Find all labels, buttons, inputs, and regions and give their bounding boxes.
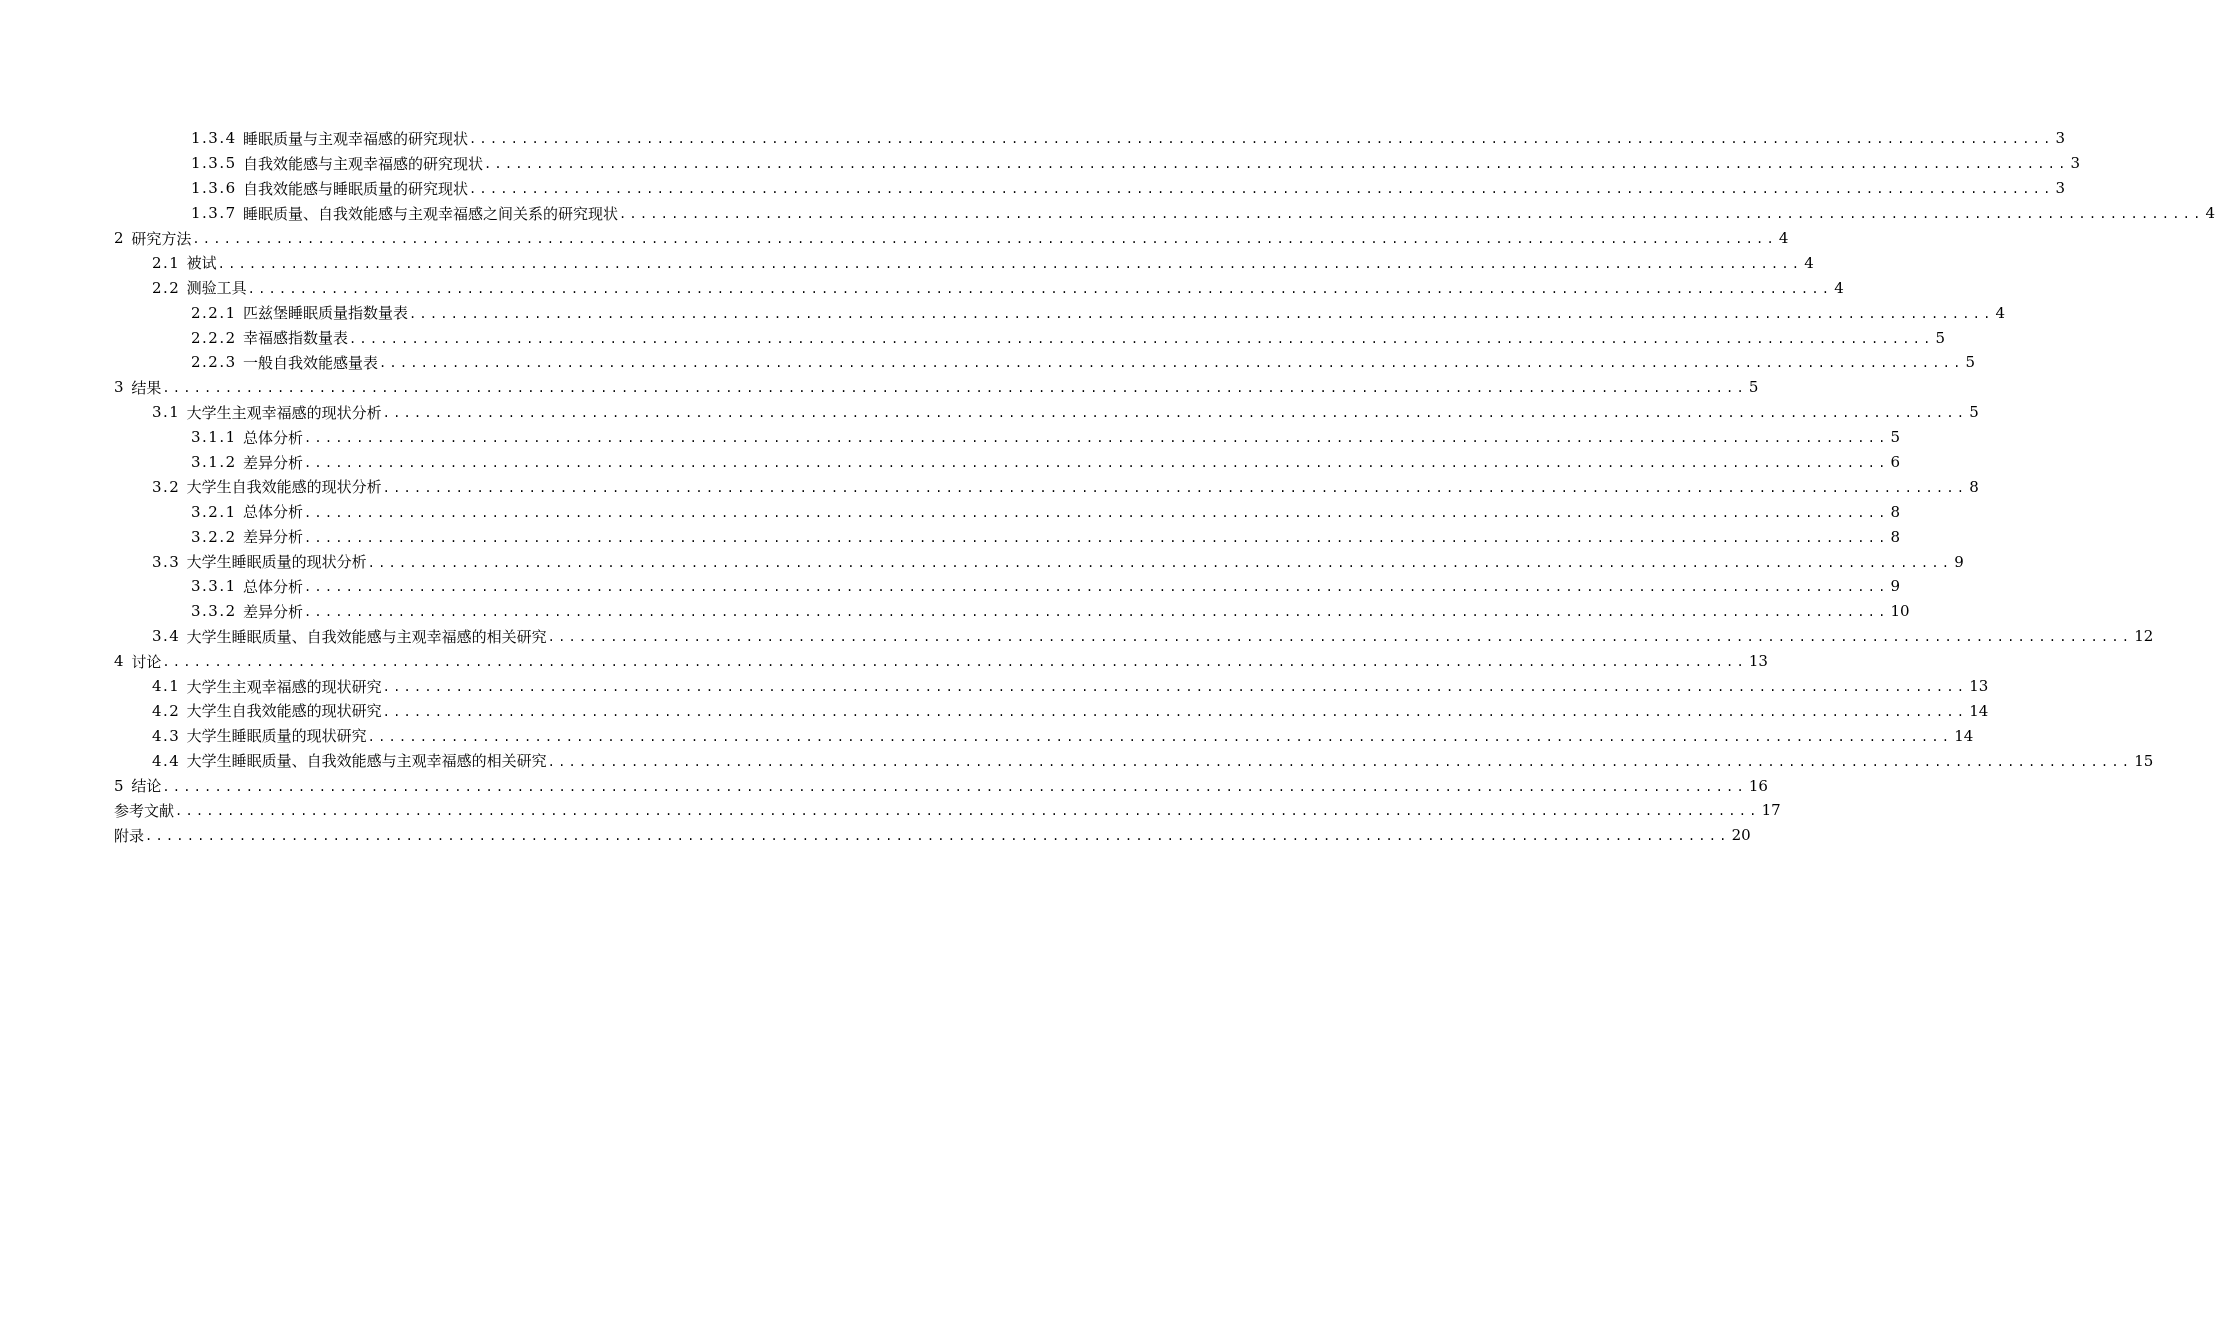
- toc-entry-number: 4.1: [152, 677, 181, 696]
- toc-entry-title: 大学生主观幸福感的现状研究: [186, 677, 382, 696]
- toc-entry-title: 差异分析: [242, 602, 303, 621]
- dot-leader: ........................................................................................................................................................: [162, 655, 1747, 670]
- toc-entry-number: 3.1.1: [191, 428, 237, 447]
- toc-page-number: 5: [1890, 428, 1901, 447]
- toc-entry[interactable]: [0, 474, 1979, 499]
- toc-entry[interactable]: [0, 748, 2154, 773]
- toc-entry-title: 大学生睡眠质量、自我效能感与主观幸福感的相关研究: [186, 627, 547, 646]
- toc-page-number: 15: [2134, 751, 2154, 770]
- toc-entry-number: 2.2.3: [191, 353, 237, 372]
- toc-page-number: 14: [1954, 726, 1974, 745]
- toc-page-number: 9: [1890, 577, 1901, 596]
- toc-entry-number: 3.3: [152, 552, 181, 571]
- toc-page-number: 8: [1890, 527, 1901, 546]
- toc-entry-title: 结论: [131, 777, 162, 796]
- toc-entry-number: 2.2.1: [191, 303, 237, 322]
- toc-page-number: 3: [2070, 154, 2081, 173]
- toc-entry[interactable]: [0, 698, 1989, 723]
- toc-entry-number: 3: [114, 378, 126, 397]
- toc-entry-number: 3.2: [152, 477, 181, 496]
- toc-entry[interactable]: [0, 549, 1964, 574]
- toc-entry[interactable]: [0, 126, 2066, 151]
- toc-entry[interactable]: [0, 425, 1901, 450]
- toc-entry-number: 3.4: [152, 627, 181, 646]
- toc-entry-title: 睡眠质量与主观幸福感的研究现状: [242, 129, 468, 148]
- table-of-contents: [0, 126, 2215, 848]
- toc-entry-title: 一般自我效能感量表: [242, 353, 378, 372]
- toc-page-number: 3: [2055, 129, 2066, 148]
- toc-entry-title: 结果: [131, 378, 162, 397]
- toc-entry[interactable]: [0, 176, 2066, 201]
- toc-page-number: 20: [1731, 826, 1751, 845]
- dot-leader: ........................................................................................................................................................: [217, 256, 1803, 271]
- toc-entry-number: 1.3.7: [191, 204, 237, 223]
- dot-leader: ........................................................................................................................................................: [408, 306, 1994, 321]
- toc-entry-number: 5: [114, 776, 126, 795]
- toc-page-number: 8: [1890, 502, 1901, 521]
- dot-leader: ........................................................................................................................................................: [382, 704, 1968, 719]
- toc-page-number: 4: [1995, 303, 2006, 322]
- toc-entry-number: 3.1.2: [191, 453, 237, 472]
- toc-entry[interactable]: [0, 723, 1974, 748]
- toc-page-number: 5: [1965, 353, 1976, 372]
- toc-entry-number: 2: [114, 229, 126, 247]
- toc-entry-title: 大学生睡眠质量、自我效能感与主观幸福感的相关研究: [186, 752, 547, 771]
- toc-entry-title: 研究方法: [131, 229, 192, 248]
- dot-leader: ........................................................................................................................................................: [175, 804, 1760, 819]
- toc-entry-number: 2.2: [152, 278, 181, 297]
- toc-entry[interactable]: [0, 151, 2081, 176]
- toc-page-number: 16: [1748, 776, 1768, 795]
- dot-leader: ........................................................................................................................................................: [382, 480, 1968, 495]
- toc-entry[interactable]: [0, 350, 1976, 375]
- toc-entry-number: 4.4: [152, 751, 181, 770]
- toc-page-number: 6: [1890, 453, 1901, 472]
- dot-leader: ........................................................................................................................................................: [382, 680, 1968, 695]
- toc-entry-title: 大学生自我效能感的现状分析: [186, 478, 382, 497]
- toc-entry-title: 自我效能感与主观幸福感的研究现状: [242, 154, 483, 173]
- toc-entry[interactable]: [0, 275, 1844, 300]
- toc-entry-number: 3.3.1: [191, 577, 237, 596]
- toc-page-number: 4: [1778, 229, 1789, 247]
- toc-entry[interactable]: [0, 773, 1768, 798]
- toc-entry[interactable]: [0, 226, 1789, 251]
- dot-leader: ........................................................................................................................................................: [618, 207, 2204, 222]
- toc-entry-title: 总体分析: [242, 577, 303, 596]
- toc-entry-number: 2.1: [152, 253, 181, 272]
- toc-entry-title: 自我效能感与睡眠质量的研究现状: [242, 179, 468, 198]
- toc-entry-title: 被试: [186, 254, 217, 273]
- dot-leader: ........................................................................................................................................................: [247, 281, 1833, 296]
- toc-page-number: 4: [2205, 204, 2215, 223]
- toc-page-number: 3: [2055, 179, 2066, 198]
- toc-entry-number: 3.2.2: [191, 527, 237, 546]
- toc-entry-title: 大学生睡眠质量的现状研究: [186, 727, 367, 746]
- dot-leader: ........................................................................................................................................................: [468, 182, 2054, 197]
- toc-entry[interactable]: [0, 375, 1759, 400]
- toc-entry-title: 差异分析: [242, 453, 303, 472]
- toc-page-number: 17: [1761, 801, 1781, 820]
- toc-page-number: 5: [1969, 403, 1979, 422]
- dot-leader: ........................................................................................................................................................: [348, 331, 1934, 346]
- toc-entry-title: 总体分析: [242, 428, 303, 447]
- toc-entry[interactable]: [0, 250, 1814, 275]
- dot-leader: ........................................................................................................................................................: [382, 406, 1968, 421]
- toc-page-number: 4: [1804, 253, 1814, 272]
- toc-entry-title: 幸福感指数量表: [242, 329, 348, 348]
- toc-entry-title: 参考文献: [114, 801, 175, 820]
- dot-leader: ........................................................................................................................................................: [145, 829, 1730, 844]
- toc-entry-title: 大学生主观幸福感的现状分析: [186, 403, 382, 422]
- toc-entry[interactable]: [0, 300, 2006, 325]
- dot-leader: ........................................................................................................................................................: [303, 530, 1889, 545]
- toc-page-number: 5: [1935, 328, 1946, 347]
- toc-entry[interactable]: [0, 400, 1979, 425]
- toc-page-number: 4: [1834, 278, 1844, 297]
- toc-entry-title: 总体分析: [242, 503, 303, 522]
- dot-leader: ........................................................................................................................................................: [303, 605, 1889, 620]
- dot-leader: ........................................................................................................................................................: [367, 729, 1953, 744]
- dot-leader: ........................................................................................................................................................: [468, 132, 2054, 147]
- toc-entry-number: 3.1: [152, 403, 181, 422]
- toc-entry[interactable]: [0, 325, 1946, 350]
- toc-entry-title: 匹兹堡睡眠质量指数量表: [242, 304, 408, 323]
- toc-page-number: 14: [1969, 701, 1989, 720]
- toc-page-number: 8: [1969, 477, 1979, 496]
- toc-entry-number: 4: [114, 652, 126, 671]
- toc-entry-title: 附录: [114, 826, 145, 845]
- dot-leader: ........................................................................................................................................................: [192, 232, 1777, 246]
- toc-page-number: 12: [2134, 627, 2154, 646]
- toc-entry[interactable]: [0, 624, 2154, 649]
- dot-leader: ........................................................................................................................................................: [303, 431, 1889, 446]
- toc-entry-title: 差异分析: [242, 528, 303, 547]
- dot-leader: ........................................................................................................................................................: [547, 630, 2133, 645]
- toc-entry[interactable]: [0, 599, 1910, 624]
- toc-entry-number: 2.2.2: [191, 328, 237, 347]
- toc-entry[interactable]: [0, 524, 1901, 549]
- toc-page-number: 13: [1748, 652, 1768, 671]
- toc-entry-title: 测验工具: [186, 279, 247, 298]
- toc-entry[interactable]: [0, 574, 1901, 599]
- toc-page-number: 5: [1748, 378, 1759, 397]
- dot-leader: ........................................................................................................................................................: [303, 456, 1889, 471]
- toc-entry[interactable]: [0, 649, 1768, 674]
- toc-entry-title: 讨论: [131, 652, 162, 671]
- toc-entry-title: 睡眠质量、自我效能感与主观幸福感之间关系的研究现状: [242, 204, 618, 223]
- dot-leader: ........................................................................................................................................................: [483, 157, 2069, 172]
- dot-leader: ........................................................................................................................................................: [367, 555, 1953, 570]
- toc-entry-number: 4.2: [152, 701, 181, 720]
- dot-leader: ........................................................................................................................................................: [378, 356, 1964, 371]
- toc-entry-number: 3.3.2: [191, 602, 237, 621]
- dot-leader: ........................................................................................................................................................: [303, 505, 1889, 520]
- toc-entry[interactable]: [0, 798, 1781, 823]
- toc-entry[interactable]: [0, 499, 1901, 524]
- dot-leader: ........................................................................................................................................................: [303, 580, 1889, 595]
- toc-entry[interactable]: [0, 450, 1901, 475]
- toc-entry-title: 大学生自我效能感的现状研究: [186, 702, 382, 721]
- dot-leader: ........................................................................................................................................................: [547, 754, 2133, 769]
- toc-entry-number: 3.2.1: [191, 502, 237, 521]
- toc-entry-number: 4.3: [152, 726, 181, 745]
- dot-leader: ........................................................................................................................................................: [162, 779, 1747, 794]
- toc-entry-number: 1.3.4: [191, 129, 237, 148]
- toc-page-number: 9: [1954, 552, 1964, 571]
- toc-page-number: 10: [1890, 602, 1910, 621]
- dot-leader: ........................................................................................................................................................: [162, 381, 1747, 396]
- toc-entry-number: 1.3.5: [191, 154, 237, 173]
- toc-entry-number: 1.3.6: [191, 179, 237, 198]
- toc-entry-title: 大学生睡眠质量的现状分析: [186, 553, 367, 572]
- toc-page-number: 13: [1969, 677, 1989, 696]
- toc-entry[interactable]: [0, 823, 1751, 848]
- toc-entry[interactable]: [0, 674, 1989, 699]
- toc-entry[interactable]: [0, 201, 2215, 226]
